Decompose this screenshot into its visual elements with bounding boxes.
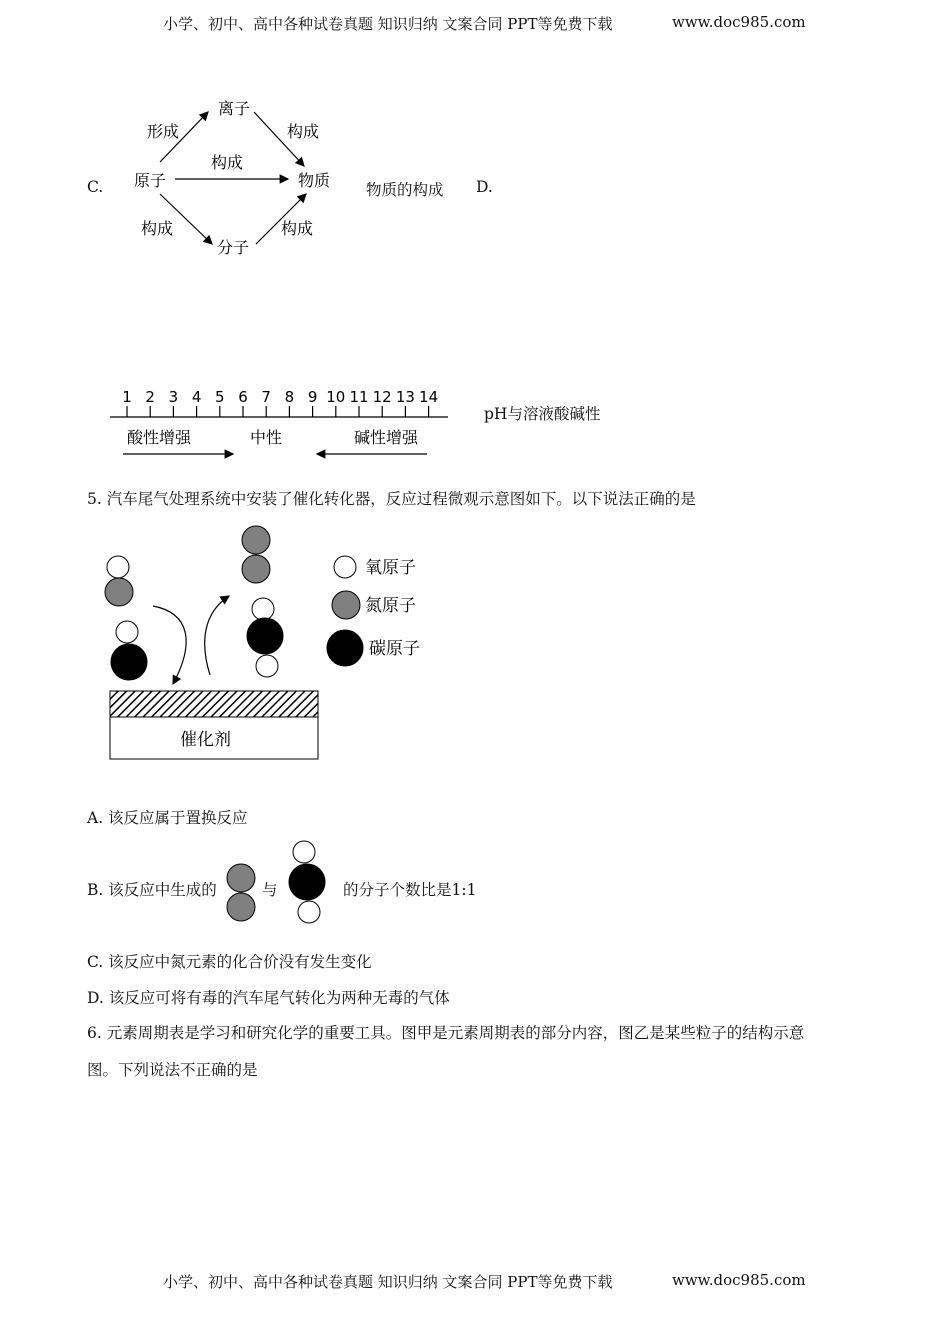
product-n2-nitrogen-atom-2: [242, 555, 270, 583]
q5-option-a: A. 该反应属于置换反应: [87, 809, 248, 827]
edge-label-compose-3: 构成: [141, 219, 174, 238]
arrow-to-catalyst: [153, 606, 186, 684]
arrow-from-catalyst: [205, 596, 229, 675]
ph-tick-label: 14: [419, 388, 439, 406]
ph-tick-label: 12: [372, 388, 392, 406]
node-atom: 原子: [134, 171, 167, 190]
matter-composition-diagram: [120, 90, 360, 270]
q5-option-c: C. 该反应中氮元素的化合价没有发生变化: [87, 953, 372, 971]
legend-carbon-label: 碳原子: [369, 639, 420, 659]
ph-tick-label: 10: [326, 388, 346, 406]
ph-tick-label: 8: [284, 388, 295, 406]
footer-site-link[interactable]: www.doc985.com: [672, 1271, 806, 1289]
q6-stem-line2: 图。下列说法不正确的是: [87, 1061, 258, 1079]
ph-tick-label: 2: [145, 388, 155, 406]
ph-caption: pH与溶液酸碱性: [484, 405, 601, 423]
reactant-no-nitrogen-atom: [105, 578, 133, 606]
ph-tick-label: 13: [395, 388, 415, 406]
co2-molecule-icon: [284, 838, 334, 928]
q5-option-b-pre: B. 该反应中生成的: [87, 881, 217, 899]
header-site-link[interactable]: www.doc985.com: [672, 13, 806, 31]
ph-base-label: 碱性增强: [354, 428, 419, 447]
ph-tick-label: 6: [238, 388, 248, 406]
ph-tick-label: 11: [349, 388, 369, 406]
q5-option-d: D. 该反应可将有毒的汽车尾气转化为两种无毒的气体: [87, 989, 450, 1007]
option-d-letter: D.: [476, 178, 493, 196]
product-co2-oxygen-atom-2: [256, 655, 278, 677]
legend-oxygen-label: 氧原子: [365, 558, 416, 578]
legend-nitrogen-label: 氮原子: [365, 596, 416, 616]
ph-tick-label: 7: [261, 388, 271, 406]
q5-option-b-mid: 与: [262, 881, 278, 899]
reactant-co-carbon-atom: [111, 644, 147, 680]
q5-option-b-post: 的分子个数比是1:1: [343, 881, 477, 899]
ph-neutral-label: 中性: [250, 428, 283, 447]
product-n2-nitrogen-atom-1: [242, 526, 270, 554]
legend-carbon-icon: [327, 630, 363, 666]
catalyst-label: 催化剂: [180, 730, 231, 750]
reactant-no-oxygen-atom: [107, 556, 129, 578]
edge-label-compose-1: 构成: [287, 122, 320, 141]
edge-label-compose-2: 构成: [211, 153, 244, 172]
ph-tick-label: 3: [168, 388, 179, 406]
ph-ticks: [122, 388, 438, 417]
ph-tick-label: 9: [307, 388, 318, 406]
node-molecule: 分子: [217, 238, 250, 257]
ph-tick-label: 1: [122, 388, 132, 406]
legend-oxygen-icon: [334, 556, 356, 578]
node-ion: 离子: [218, 99, 251, 118]
q5-stem: 5. 汽车尾气处理系统中安装了催化转化器，反应过程微观示意图如下。以下说法正确的是: [87, 490, 696, 508]
diagram-caption: 物质的构成: [366, 181, 444, 199]
product-co2-carbon-atom: [247, 618, 283, 654]
ph-acid-label: 酸性增强: [127, 428, 192, 447]
node-matter: 物质: [298, 171, 331, 190]
edge-label-form: 形成: [147, 122, 180, 141]
n2-molecule-icon: [222, 860, 262, 926]
legend-nitrogen-icon: [332, 591, 360, 619]
edge-label-compose-4: 构成: [281, 219, 314, 238]
option-c-letter: C.: [87, 178, 104, 196]
reaction-micro-diagram: [95, 518, 435, 768]
catalyst-surface: [110, 691, 318, 717]
reactant-co-oxygen-atom: [116, 621, 138, 643]
product-co2-oxygen-atom-1: [252, 598, 274, 620]
header-text: 小学、初中、高中各种试卷真题 知识归纳 文案合同 PPT等免费下载: [163, 15, 613, 33]
q6-stem-line1: 6. 元素周期表是学习和研究化学的重要工具。图甲是元素周期表的部分内容，图乙是某些粒子的结构示意: [87, 1024, 805, 1042]
ph-scale-diagram: [105, 385, 460, 465]
ph-tick-label: 5: [215, 388, 225, 406]
ph-tick-label: 4: [191, 388, 202, 406]
footer-text: 小学、初中、高中各种试卷真题 知识归纳 文案合同 PPT等免费下载: [163, 1273, 613, 1291]
